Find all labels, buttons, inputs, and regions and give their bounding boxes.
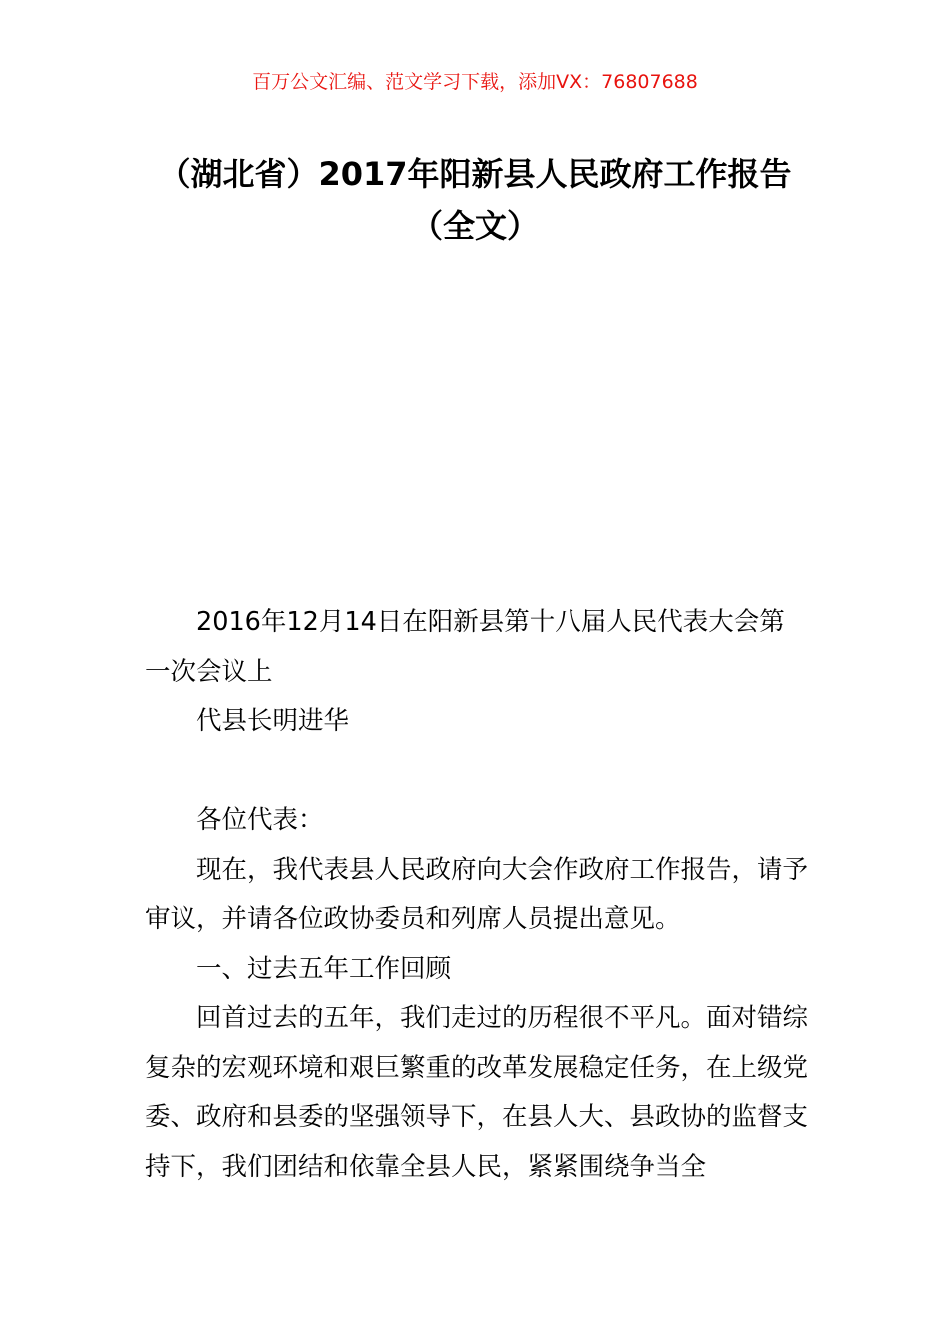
body-paragraph: 现在，我代表县人民政府向大会作政府工作报告，请予审议，并请各位政协委员和列席人员提出意见。	[145, 854, 809, 934]
speaker-line: 代县长明进华	[196, 706, 350, 736]
meeting-line: 2016年12月14日在阳新县第十八届人民代表大会第一次会议上	[145, 607, 785, 687]
document-body	[145, 598, 810, 1192]
body-paragraph: 回首过去的五年，我们走过的历程很不平凡。面对错综复杂的宏观环境和艰巨繁重的改革发展稳定任务，在上级党委、政府和县委的坚强领导下，在县人大、县政协的监督支持下，我们团结和依靠全县人民，紧紧围绕争当全	[145, 1003, 809, 1182]
section-heading: 一、过去五年工作回顾	[196, 953, 452, 984]
paragraph-gap	[145, 747, 810, 797]
salutation: 各位代表：	[196, 805, 324, 835]
download-promo-note: 百万公文汇编、范文学习下载，添加VX：76807688	[252, 71, 698, 93]
document-title: （湖北省）2017年阳新县人民政府工作报告（全文）	[158, 155, 792, 245]
